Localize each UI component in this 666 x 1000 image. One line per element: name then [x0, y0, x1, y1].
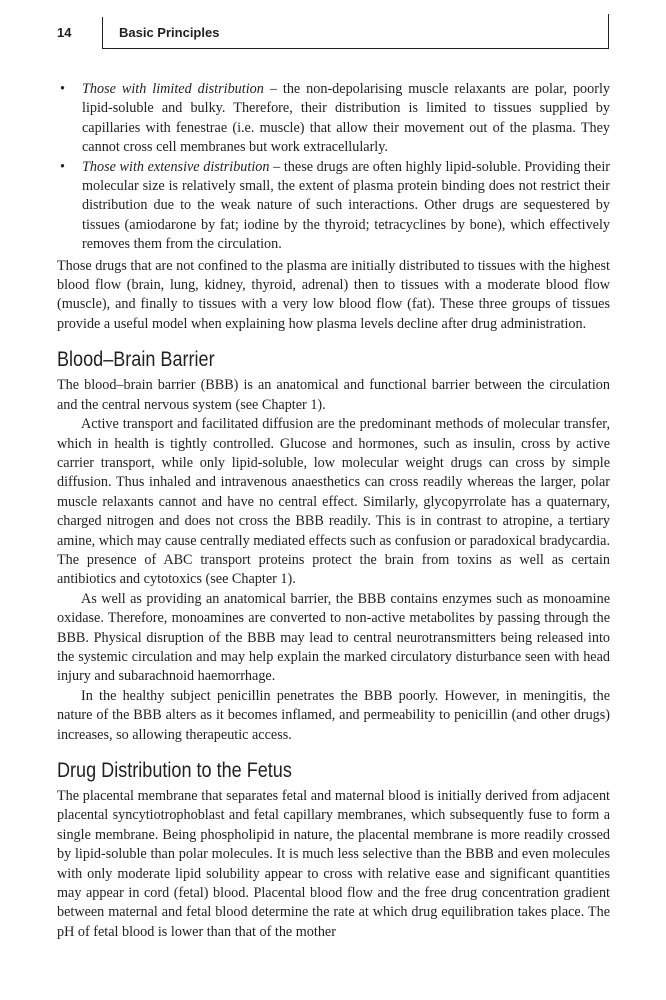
running-header	[57, 22, 609, 48]
paragraph: As well as providing an anatomical barrier, the BBB contains enzymes such as monoamine oxidase. Therefore, monoamines are converted to non-active metabolites by passing through the BBB. Physical disruption of the BBB may lead to central neurotransmitters being released into the systemic circulation and may help explain the marked circulatory disturbance seen with head injury and subarachnoid haemorrhage.	[57, 590, 610, 685]
section-heading: Drug Distribution to the Fetus	[57, 759, 292, 782]
list-item-text: – these drugs are often highly lipid-soluble. Providing their molecular size is relatively small, the extent of plasma protein binding does not restrict their distribution due to the weak nature of such interactions. Other drugs are sequestered by tissues (amiodarone by fat; iodine by the thyroid; tetracyclines by bone), which effectively removes them from the circulation.	[82, 158, 611, 253]
page-number: 14	[57, 25, 72, 40]
list-item	[57, 158, 610, 255]
page-body	[57, 80, 610, 942]
list-item-label: Those with extensive distribution	[82, 158, 270, 175]
running-title: Basic Principles	[119, 25, 220, 40]
paragraph: In the healthy subject penicillin penetrates the BBB poorly. However, in meningitis, the nature of the BBB alters as it becomes inflamed, and permeability to penicillin (and other drugs) increases, so allowing therapeutic access.	[57, 687, 610, 743]
section-heading: Blood–Brain Barrier	[57, 348, 215, 372]
header-divider	[102, 17, 103, 49]
header-right-rule	[608, 14, 609, 49]
paragraph: The blood–brain barrier (BBB) is an anatomical and functional barrier between the circulation and the central nervous system (see Chapter 1).	[57, 377, 610, 413]
list-item-label: Those with limited distribution	[82, 81, 264, 97]
list-item-text: – the non-depolarising muscle relaxants are polar, poorly lipid-soluble and bulky. Therefore, their distribution is limited to tissues supplied by capillaries with fenestrae (i.e. muscle) that allow their movement out of the plasma. They cannot cross cell membranes but work extracellularly.	[82, 81, 611, 156]
paragraph: The placental membrane that separates fetal and maternal blood is initially derived from adjacent placental syncytiotrophoblast and fetal capillary membranes, which subsequently fuse to form a single membrane. Being phospholipid in nature, the placental membrane is more readily crossed by lipid-soluble than polar molecules. It is much less selective than the BBB and even molecules with only moderate lipid solubility appear to cross with relative ease and significant quantities may appear in cord (fetal) blood. Placental blood flow and the free drug concentration gradient between maternal and fetal blood determine the rate at which drug equilibration takes place. The pH of fetal blood is lower than that of the mother	[57, 788, 610, 940]
distribution-list	[57, 80, 610, 255]
paragraph: Those drugs that are not confined to the plasma are initially distributed to tissues with the highest blood flow (brain, lung, kidney, thyroid, adrenal) then to tissues with a moderate blood flow (muscle), and finally to tissues with a very low blood flow (fat). These three groups of tissues provide a useful model when explaining how plasma levels decline after drug administration.	[57, 257, 610, 332]
header-rule	[102, 48, 609, 49]
paragraph: Active transport and facilitated diffusion are the predominant methods of molecular transfer, which in health is tightly controlled. Glucose and hormones, such as insulin, cross by active carrier transport, while only lipid-soluble, low molecular weight drugs can cross by simple diffusion. Thus inhaled and intravenous anaesthetics can cross readily whereas the larger, polar muscle relaxants cannot and have no central effect. Similarly, glycopyrrolate has a quaternary, charged nitrogen and does not cross the BBB readily. This is in contrast to atropine, a tertiary amine, which may cause centrally mediated effects such as confusion or paradoxical bradycardia. The presence of ABC transport proteins protect the brain from toxins as well as certain antibiotics and cytotoxics (see Chapter 1).	[57, 416, 610, 588]
list-item	[57, 80, 610, 158]
